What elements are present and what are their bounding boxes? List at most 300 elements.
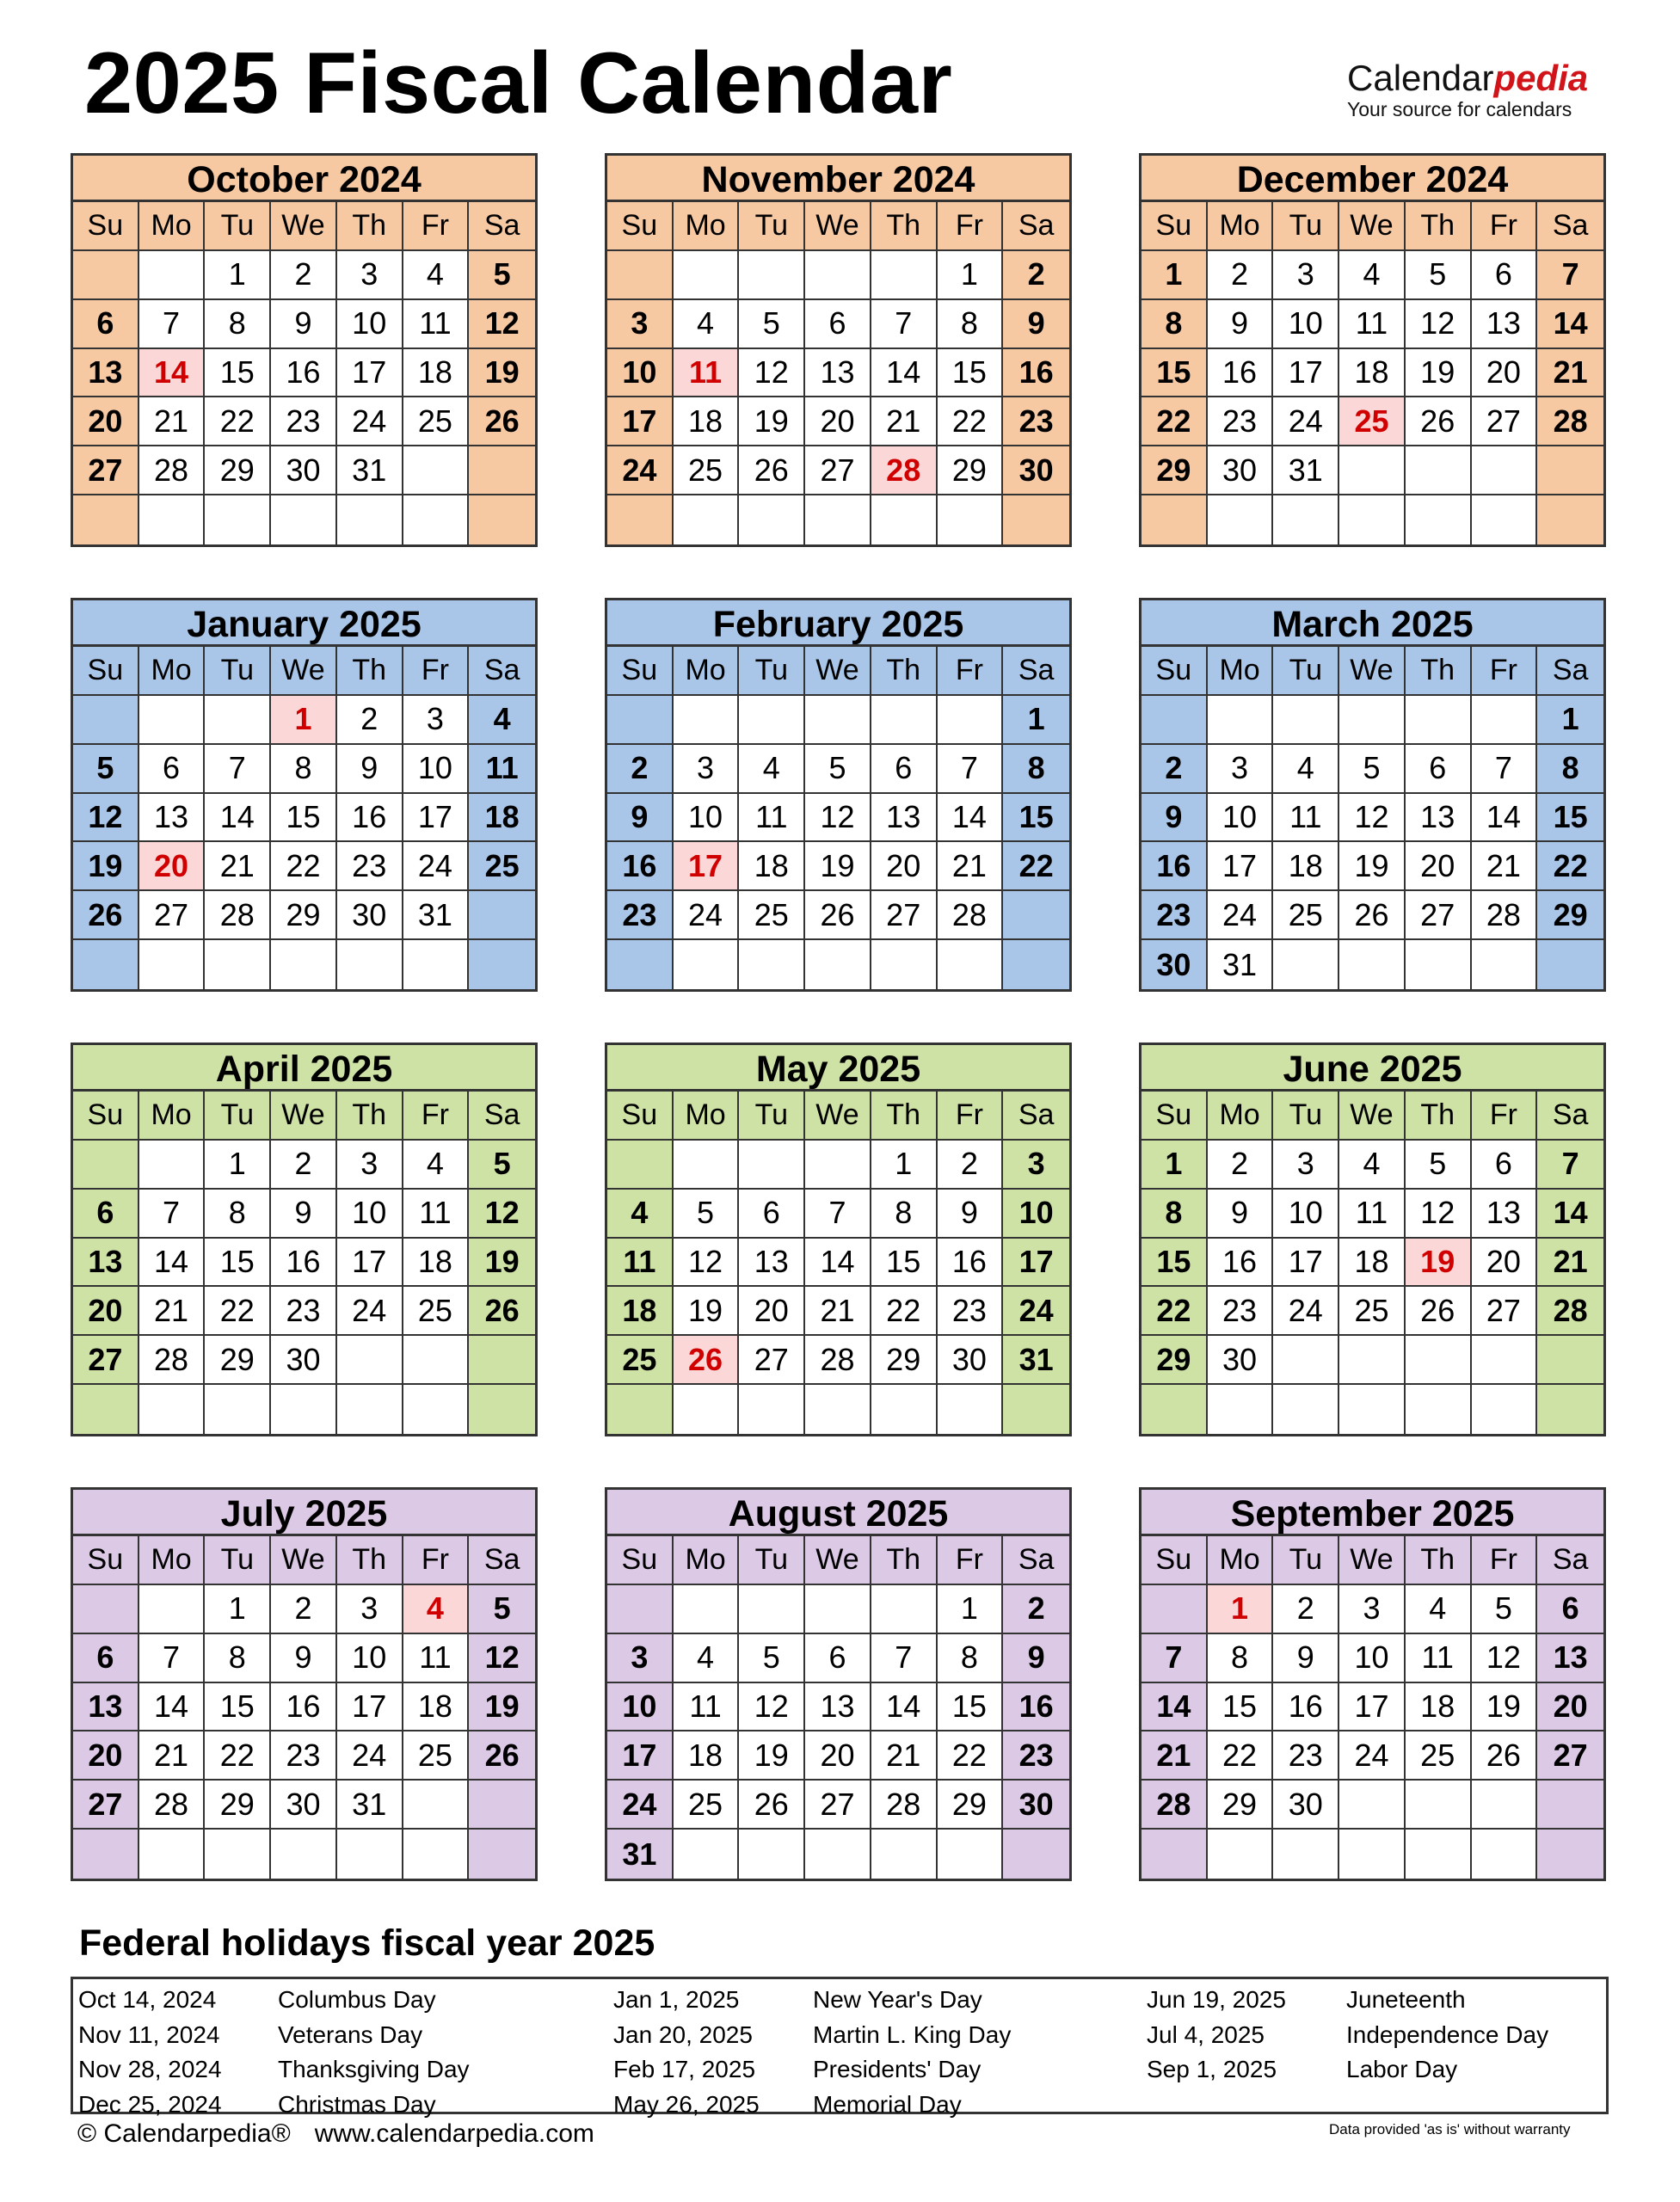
day-cell[interactable]: 14 [1537, 1190, 1603, 1239]
day-cell[interactable]: 7 [205, 745, 271, 794]
day-cell[interactable]: 8 [1003, 745, 1069, 794]
day-cell[interactable]: 17 [337, 349, 403, 398]
day-cell[interactable]: 8 [938, 300, 1004, 349]
day-cell[interactable]: 1 [871, 1141, 938, 1190]
day-cell[interactable]: 25 [403, 397, 470, 446]
day-cell[interactable]: 26 [739, 446, 805, 495]
day-cell[interactable]: 6 [139, 745, 206, 794]
day-cell[interactable]: 29 [1208, 1781, 1274, 1830]
day-cell[interactable]: 14 [871, 1683, 938, 1732]
day-cell[interactable]: 9 [1003, 1634, 1069, 1683]
day-cell[interactable]: 29 [938, 1781, 1004, 1830]
day-cell[interactable]: 22 [938, 1731, 1004, 1781]
day-cell[interactable]: 27 [871, 891, 938, 940]
day-cell[interactable]: 16 [1208, 349, 1274, 398]
day-cell[interactable]: 9 [1273, 1634, 1339, 1683]
day-cell[interactable]: 30 [1003, 1781, 1069, 1830]
day-cell[interactable]: 27 [73, 446, 139, 495]
day-cell[interactable]: 7 [1472, 745, 1538, 794]
day-cell[interactable]: 15 [938, 1683, 1004, 1732]
day-cell[interactable]: 10 [1339, 1634, 1406, 1683]
day-cell[interactable]: 22 [205, 1731, 271, 1781]
day-cell[interactable]: 5 [1406, 251, 1472, 300]
day-cell[interactable]: 1 [205, 1585, 271, 1634]
day-cell[interactable]: 30 [271, 1781, 337, 1830]
day-cell[interactable]: 15 [205, 349, 271, 398]
day-cell[interactable]: 3 [1208, 745, 1274, 794]
holiday-day-cell[interactable]: 11 [674, 349, 740, 398]
day-cell[interactable]: 10 [337, 1190, 403, 1239]
day-cell[interactable]: 22 [205, 397, 271, 446]
day-cell[interactable]: 16 [1273, 1683, 1339, 1732]
day-cell[interactable]: 2 [271, 1141, 337, 1190]
day-cell[interactable]: 26 [73, 891, 139, 940]
day-cell[interactable]: 10 [403, 745, 470, 794]
day-cell[interactable]: 17 [607, 397, 674, 446]
day-cell[interactable]: 27 [1472, 1287, 1538, 1336]
day-cell[interactable]: 5 [1406, 1141, 1472, 1190]
day-cell[interactable]: 18 [1406, 1683, 1472, 1732]
day-cell[interactable]: 23 [1208, 1287, 1274, 1336]
day-cell[interactable]: 1 [1142, 1141, 1208, 1190]
day-cell[interactable]: 20 [1406, 842, 1472, 891]
day-cell[interactable]: 12 [469, 1634, 535, 1683]
day-cell[interactable]: 14 [1142, 1683, 1208, 1732]
day-cell[interactable]: 27 [1537, 1731, 1603, 1781]
day-cell[interactable]: 25 [739, 891, 805, 940]
day-cell[interactable]: 28 [805, 1336, 871, 1385]
day-cell[interactable]: 19 [469, 1239, 535, 1288]
day-cell[interactable]: 30 [1208, 446, 1274, 495]
day-cell[interactable]: 2 [938, 1141, 1004, 1190]
holiday-day-cell[interactable]: 1 [271, 696, 337, 745]
day-cell[interactable]: 4 [403, 251, 470, 300]
day-cell[interactable]: 15 [1003, 794, 1069, 843]
day-cell[interactable]: 8 [205, 1634, 271, 1683]
day-cell[interactable]: 24 [607, 1781, 674, 1830]
day-cell[interactable]: 25 [469, 842, 535, 891]
day-cell[interactable]: 18 [1273, 842, 1339, 891]
day-cell[interactable]: 29 [205, 446, 271, 495]
day-cell[interactable]: 23 [938, 1287, 1004, 1336]
day-cell[interactable]: 5 [674, 1190, 740, 1239]
day-cell[interactable]: 8 [871, 1190, 938, 1239]
day-cell[interactable]: 20 [73, 1287, 139, 1336]
day-cell[interactable]: 21 [1537, 349, 1603, 398]
day-cell[interactable]: 1 [938, 251, 1004, 300]
day-cell[interactable]: 7 [871, 300, 938, 349]
day-cell[interactable]: 12 [469, 300, 535, 349]
day-cell[interactable]: 1 [205, 251, 271, 300]
day-cell[interactable]: 11 [1339, 300, 1406, 349]
day-cell[interactable]: 9 [337, 745, 403, 794]
day-cell[interactable]: 28 [139, 1781, 206, 1830]
day-cell[interactable]: 6 [73, 1634, 139, 1683]
day-cell[interactable]: 2 [1003, 1585, 1069, 1634]
day-cell[interactable]: 10 [607, 349, 674, 398]
day-cell[interactable]: 20 [1472, 349, 1538, 398]
day-cell[interactable]: 6 [1472, 1141, 1538, 1190]
day-cell[interactable]: 8 [205, 300, 271, 349]
day-cell[interactable]: 5 [1339, 745, 1406, 794]
day-cell[interactable]: 3 [337, 1585, 403, 1634]
day-cell[interactable]: 13 [805, 1683, 871, 1732]
holiday-day-cell[interactable]: 28 [871, 446, 938, 495]
day-cell[interactable]: 25 [403, 1731, 470, 1781]
day-cell[interactable]: 23 [271, 397, 337, 446]
holiday-day-cell[interactable]: 17 [674, 842, 740, 891]
day-cell[interactable]: 28 [1142, 1781, 1208, 1830]
day-cell[interactable]: 25 [1339, 1287, 1406, 1336]
day-cell[interactable]: 9 [607, 794, 674, 843]
day-cell[interactable]: 2 [607, 745, 674, 794]
day-cell[interactable]: 9 [1208, 300, 1274, 349]
day-cell[interactable]: 27 [139, 891, 206, 940]
day-cell[interactable]: 26 [1472, 1731, 1538, 1781]
day-cell[interactable]: 22 [271, 842, 337, 891]
day-cell[interactable]: 7 [805, 1190, 871, 1239]
day-cell[interactable]: 17 [607, 1731, 674, 1781]
day-cell[interactable]: 20 [73, 1731, 139, 1781]
day-cell[interactable]: 6 [805, 300, 871, 349]
day-cell[interactable]: 5 [469, 1141, 535, 1190]
day-cell[interactable]: 9 [271, 1634, 337, 1683]
day-cell[interactable]: 13 [73, 1239, 139, 1288]
day-cell[interactable]: 31 [1003, 1336, 1069, 1385]
day-cell[interactable]: 3 [337, 1141, 403, 1190]
day-cell[interactable]: 25 [1273, 891, 1339, 940]
day-cell[interactable]: 11 [403, 1634, 470, 1683]
holiday-day-cell[interactable]: 1 [1208, 1585, 1274, 1634]
day-cell[interactable]: 14 [871, 349, 938, 398]
day-cell[interactable]: 12 [739, 1683, 805, 1732]
day-cell[interactable]: 24 [403, 842, 470, 891]
day-cell[interactable]: 23 [1208, 397, 1274, 446]
day-cell[interactable]: 8 [1142, 300, 1208, 349]
day-cell[interactable]: 21 [1537, 1239, 1603, 1288]
day-cell[interactable]: 13 [739, 1239, 805, 1288]
day-cell[interactable]: 10 [337, 1634, 403, 1683]
day-cell[interactable]: 4 [1273, 745, 1339, 794]
day-cell[interactable]: 5 [739, 300, 805, 349]
day-cell[interactable]: 26 [469, 1731, 535, 1781]
day-cell[interactable]: 22 [1003, 842, 1069, 891]
day-cell[interactable]: 16 [271, 1239, 337, 1288]
day-cell[interactable]: 21 [805, 1287, 871, 1336]
day-cell[interactable]: 11 [403, 1190, 470, 1239]
day-cell[interactable]: 31 [403, 891, 470, 940]
day-cell[interactable]: 17 [337, 1683, 403, 1732]
day-cell[interactable]: 21 [1472, 842, 1538, 891]
day-cell[interactable]: 5 [739, 1634, 805, 1683]
day-cell[interactable]: 19 [73, 842, 139, 891]
holiday-day-cell[interactable]: 4 [403, 1585, 470, 1634]
day-cell[interactable]: 18 [1339, 1239, 1406, 1288]
day-cell[interactable]: 18 [469, 794, 535, 843]
day-cell[interactable]: 7 [139, 1634, 206, 1683]
day-cell[interactable]: 2 [1003, 251, 1069, 300]
day-cell[interactable]: 18 [674, 397, 740, 446]
day-cell[interactable]: 7 [139, 1190, 206, 1239]
day-cell[interactable]: 14 [139, 1683, 206, 1732]
day-cell[interactable]: 14 [938, 794, 1004, 843]
day-cell[interactable]: 9 [271, 1190, 337, 1239]
day-cell[interactable]: 19 [1472, 1683, 1538, 1732]
day-cell[interactable]: 20 [739, 1287, 805, 1336]
day-cell[interactable]: 13 [805, 349, 871, 398]
day-cell[interactable]: 3 [1273, 1141, 1339, 1190]
day-cell[interactable]: 3 [1339, 1585, 1406, 1634]
day-cell[interactable]: 21 [871, 1731, 938, 1781]
day-cell[interactable]: 30 [938, 1336, 1004, 1385]
day-cell[interactable]: 27 [73, 1781, 139, 1830]
day-cell[interactable]: 16 [1142, 842, 1208, 891]
day-cell[interactable]: 28 [139, 446, 206, 495]
day-cell[interactable]: 11 [674, 1683, 740, 1732]
day-cell[interactable]: 28 [205, 891, 271, 940]
day-cell[interactable]: 20 [1472, 1239, 1538, 1288]
day-cell[interactable]: 24 [1339, 1731, 1406, 1781]
day-cell[interactable]: 9 [1208, 1190, 1274, 1239]
day-cell[interactable]: 19 [469, 349, 535, 398]
day-cell[interactable]: 2 [1208, 1141, 1274, 1190]
day-cell[interactable]: 8 [1537, 745, 1603, 794]
day-cell[interactable]: 14 [139, 1239, 206, 1288]
day-cell[interactable]: 16 [1003, 1683, 1069, 1732]
day-cell[interactable]: 2 [1208, 251, 1274, 300]
day-cell[interactable]: 26 [739, 1781, 805, 1830]
day-cell[interactable]: 7 [139, 300, 206, 349]
day-cell[interactable]: 16 [337, 794, 403, 843]
day-cell[interactable]: 16 [1003, 349, 1069, 398]
day-cell[interactable]: 24 [1273, 1287, 1339, 1336]
day-cell[interactable]: 21 [139, 1731, 206, 1781]
day-cell[interactable]: 30 [337, 891, 403, 940]
day-cell[interactable]: 2 [1142, 745, 1208, 794]
day-cell[interactable]: 23 [337, 842, 403, 891]
day-cell[interactable]: 16 [938, 1239, 1004, 1288]
day-cell[interactable]: 9 [1003, 300, 1069, 349]
day-cell[interactable]: 12 [73, 794, 139, 843]
day-cell[interactable]: 25 [607, 1336, 674, 1385]
day-cell[interactable]: 13 [1472, 1190, 1538, 1239]
day-cell[interactable]: 19 [739, 397, 805, 446]
day-cell[interactable]: 19 [1406, 349, 1472, 398]
day-cell[interactable]: 19 [805, 842, 871, 891]
day-cell[interactable]: 22 [1537, 842, 1603, 891]
day-cell[interactable]: 12 [1406, 300, 1472, 349]
day-cell[interactable]: 29 [1142, 446, 1208, 495]
day-cell[interactable]: 27 [1406, 891, 1472, 940]
day-cell[interactable]: 16 [271, 349, 337, 398]
day-cell[interactable]: 18 [1339, 349, 1406, 398]
day-cell[interactable]: 4 [674, 1634, 740, 1683]
day-cell[interactable]: 17 [1003, 1239, 1069, 1288]
holiday-day-cell[interactable]: 26 [674, 1336, 740, 1385]
day-cell[interactable]: 23 [271, 1287, 337, 1336]
day-cell[interactable]: 17 [1273, 349, 1339, 398]
day-cell[interactable]: 21 [205, 842, 271, 891]
day-cell[interactable]: 8 [205, 1190, 271, 1239]
day-cell[interactable]: 19 [674, 1287, 740, 1336]
day-cell[interactable]: 14 [1472, 794, 1538, 843]
day-cell[interactable]: 31 [337, 1781, 403, 1830]
day-cell[interactable]: 15 [871, 1239, 938, 1288]
day-cell[interactable]: 26 [1406, 397, 1472, 446]
day-cell[interactable]: 2 [271, 1585, 337, 1634]
day-cell[interactable]: 13 [1472, 300, 1538, 349]
day-cell[interactable]: 26 [1406, 1287, 1472, 1336]
day-cell[interactable]: 3 [674, 745, 740, 794]
day-cell[interactable]: 28 [871, 1781, 938, 1830]
day-cell[interactable]: 8 [1208, 1634, 1274, 1683]
day-cell[interactable]: 2 [271, 251, 337, 300]
day-cell[interactable]: 26 [1339, 891, 1406, 940]
day-cell[interactable]: 11 [739, 794, 805, 843]
day-cell[interactable]: 14 [1537, 300, 1603, 349]
day-cell[interactable]: 10 [1003, 1190, 1069, 1239]
day-cell[interactable]: 30 [1003, 446, 1069, 495]
day-cell[interactable]: 12 [1472, 1634, 1538, 1683]
day-cell[interactable]: 13 [139, 794, 206, 843]
day-cell[interactable]: 9 [271, 300, 337, 349]
day-cell[interactable]: 15 [1537, 794, 1603, 843]
day-cell[interactable]: 6 [1472, 251, 1538, 300]
day-cell[interactable]: 24 [337, 1731, 403, 1781]
day-cell[interactable]: 7 [871, 1634, 938, 1683]
day-cell[interactable]: 5 [805, 745, 871, 794]
day-cell[interactable]: 17 [1273, 1239, 1339, 1288]
day-cell[interactable]: 11 [1273, 794, 1339, 843]
day-cell[interactable]: 2 [337, 696, 403, 745]
day-cell[interactable]: 6 [73, 300, 139, 349]
day-cell[interactable]: 20 [1537, 1683, 1603, 1732]
day-cell[interactable]: 6 [739, 1190, 805, 1239]
day-cell[interactable]: 4 [403, 1141, 470, 1190]
day-cell[interactable]: 1 [205, 1141, 271, 1190]
day-cell[interactable]: 13 [1406, 794, 1472, 843]
day-cell[interactable]: 22 [938, 397, 1004, 446]
day-cell[interactable]: 6 [805, 1634, 871, 1683]
day-cell[interactable]: 5 [1472, 1585, 1538, 1634]
day-cell[interactable]: 3 [403, 696, 470, 745]
day-cell[interactable]: 13 [1537, 1634, 1603, 1683]
day-cell[interactable]: 1 [1537, 696, 1603, 745]
day-cell[interactable]: 15 [1208, 1683, 1274, 1732]
day-cell[interactable]: 21 [139, 397, 206, 446]
day-cell[interactable]: 30 [1142, 940, 1208, 989]
day-cell[interactable]: 7 [938, 745, 1004, 794]
day-cell[interactable]: 31 [1273, 446, 1339, 495]
day-cell[interactable]: 10 [337, 300, 403, 349]
day-cell[interactable]: 25 [1406, 1731, 1472, 1781]
day-cell[interactable]: 4 [469, 696, 535, 745]
day-cell[interactable]: 19 [469, 1683, 535, 1732]
day-cell[interactable]: 24 [1003, 1287, 1069, 1336]
day-cell[interactable]: 22 [1142, 397, 1208, 446]
day-cell[interactable]: 27 [1472, 397, 1538, 446]
day-cell[interactable]: 26 [469, 1287, 535, 1336]
day-cell[interactable]: 17 [1339, 1683, 1406, 1732]
day-cell[interactable]: 28 [938, 891, 1004, 940]
day-cell[interactable]: 11 [469, 745, 535, 794]
day-cell[interactable]: 18 [739, 842, 805, 891]
day-cell[interactable]: 7 [1537, 251, 1603, 300]
day-cell[interactable]: 23 [1003, 1731, 1069, 1781]
day-cell[interactable]: 24 [674, 891, 740, 940]
day-cell[interactable]: 5 [469, 251, 535, 300]
day-cell[interactable]: 3 [1273, 251, 1339, 300]
day-cell[interactable]: 20 [805, 397, 871, 446]
day-cell[interactable]: 10 [1208, 794, 1274, 843]
day-cell[interactable]: 29 [271, 891, 337, 940]
day-cell[interactable]: 8 [938, 1634, 1004, 1683]
day-cell[interactable]: 21 [1142, 1731, 1208, 1781]
day-cell[interactable]: 22 [1208, 1731, 1274, 1781]
day-cell[interactable]: 23 [1273, 1731, 1339, 1781]
day-cell[interactable]: 28 [1537, 397, 1603, 446]
day-cell[interactable]: 25 [674, 446, 740, 495]
day-cell[interactable]: 28 [139, 1336, 206, 1385]
day-cell[interactable]: 16 [1208, 1239, 1274, 1288]
day-cell[interactable]: 13 [73, 1683, 139, 1732]
day-cell[interactable]: 29 [871, 1336, 938, 1385]
day-cell[interactable]: 3 [337, 251, 403, 300]
day-cell[interactable]: 11 [1339, 1190, 1406, 1239]
day-cell[interactable]: 8 [1142, 1190, 1208, 1239]
day-cell[interactable]: 4 [1406, 1585, 1472, 1634]
day-cell[interactable]: 4 [674, 300, 740, 349]
day-cell[interactable]: 15 [1142, 349, 1208, 398]
day-cell[interactable]: 5 [73, 745, 139, 794]
day-cell[interactable]: 8 [271, 745, 337, 794]
day-cell[interactable]: 12 [1339, 794, 1406, 843]
day-cell[interactable]: 23 [607, 891, 674, 940]
day-cell[interactable]: 28 [1472, 891, 1538, 940]
day-cell[interactable]: 10 [607, 1683, 674, 1732]
day-cell[interactable]: 29 [205, 1781, 271, 1830]
holiday-day-cell[interactable]: 19 [1406, 1239, 1472, 1288]
day-cell[interactable]: 25 [403, 1287, 470, 1336]
day-cell[interactable]: 2 [1273, 1585, 1339, 1634]
day-cell[interactable]: 20 [871, 842, 938, 891]
day-cell[interactable]: 15 [205, 1683, 271, 1732]
day-cell[interactable]: 7 [1142, 1634, 1208, 1683]
day-cell[interactable]: 10 [1273, 1190, 1339, 1239]
day-cell[interactable]: 21 [938, 842, 1004, 891]
day-cell[interactable]: 12 [805, 794, 871, 843]
day-cell[interactable]: 18 [403, 1239, 470, 1288]
day-cell[interactable]: 4 [607, 1190, 674, 1239]
day-cell[interactable]: 25 [674, 1781, 740, 1830]
footer-url-link[interactable]: www.calendarpedia.com [314, 2119, 594, 2148]
day-cell[interactable]: 6 [871, 745, 938, 794]
day-cell[interactable]: 12 [739, 349, 805, 398]
holiday-day-cell[interactable]: 14 [139, 349, 206, 398]
day-cell[interactable]: 21 [139, 1287, 206, 1336]
day-cell[interactable]: 22 [1142, 1287, 1208, 1336]
day-cell[interactable]: 21 [871, 397, 938, 446]
day-cell[interactable]: 30 [271, 1336, 337, 1385]
day-cell[interactable]: 3 [1003, 1141, 1069, 1190]
day-cell[interactable]: 27 [73, 1336, 139, 1385]
holiday-day-cell[interactable]: 20 [139, 842, 206, 891]
day-cell[interactable]: 18 [403, 1683, 470, 1732]
day-cell[interactable]: 24 [1273, 397, 1339, 446]
day-cell[interactable]: 11 [607, 1239, 674, 1288]
day-cell[interactable]: 17 [1208, 842, 1274, 891]
day-cell[interactable]: 10 [1273, 300, 1339, 349]
